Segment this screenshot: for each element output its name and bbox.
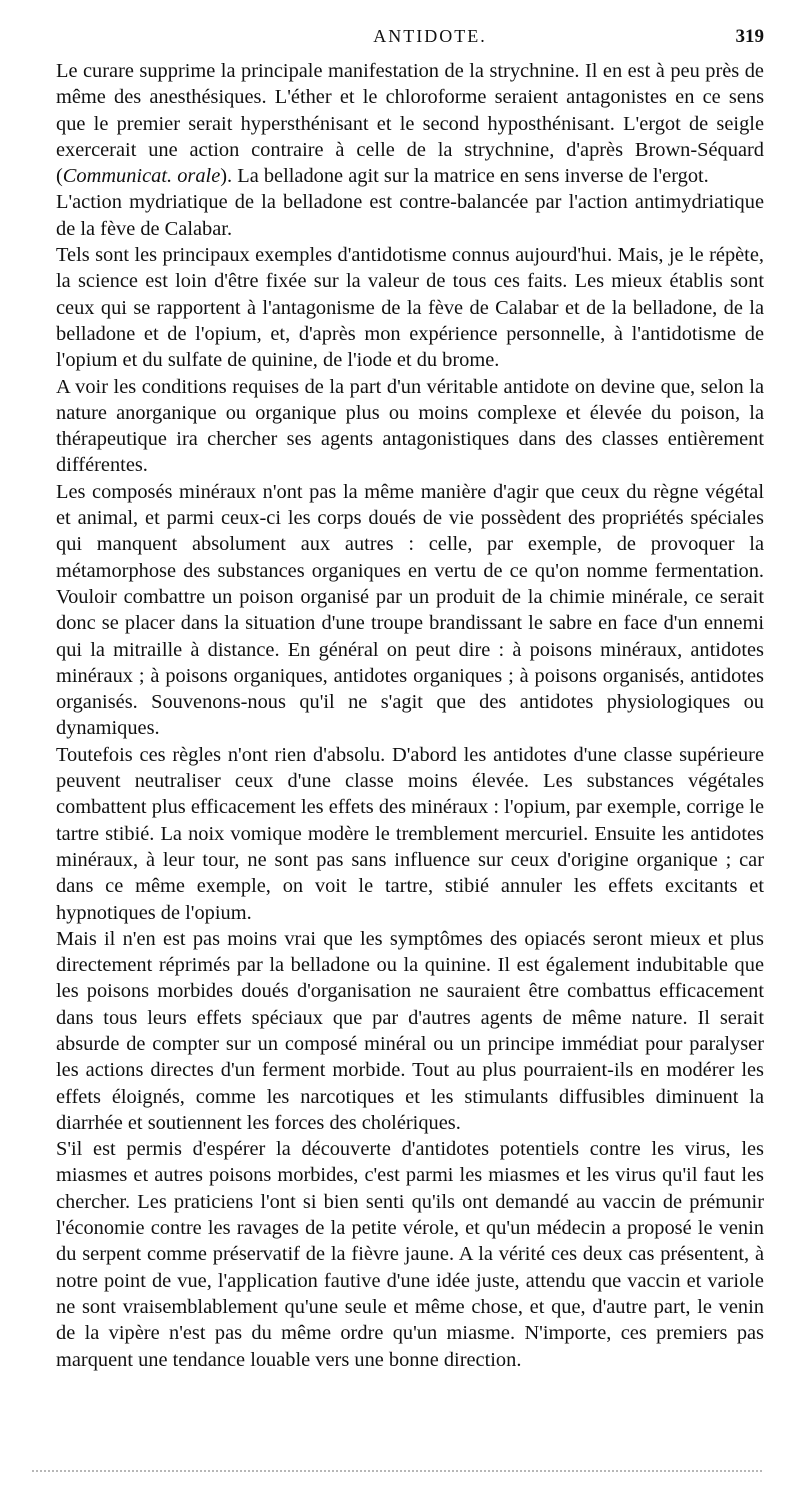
body-text xyxy=(56,58,764,1373)
paragraph-8: S'il est permis d'espérer la découverte d'antidotes potentiels contre les virus, les miasmes et autres poisons morbides, c'est parmi les miasmes et les virus qu'il faut les chercher. Les praticiens l'ont si bien senti qu'ils ont demandé au vaccin de prémunir l'économie contre les ravages de la petite vérole, et qu'un médecin a proposé le venin du serpent comme préservatif de la fièvre jaune. A la vérité ces deux cas présentent, à notre point de vue, l'application fautive d'une idée juste, attendu que vaccin et variole ne sont vraisemblablement qu'une seule et même chose, et que, d'autre part, le venin de la vipère n'est pas du même ordre qu'un miasme. N'importe, ces premiers pas marquent une tendance louable vers une bonne direction. xyxy=(56,1138,764,1371)
running-head xyxy=(56,26,764,54)
paragraph-2: L'action mydriatique de la belladone est contre-balancée par l'action antimydriatique de la fève de Calabar. xyxy=(56,191,764,240)
paragraph-7: Mais il n'en est pas moins vrai que les symptômes des opiacés seront mieux et plus directement réprimés par la belladone ou la quinine. Il est également indubitable que les poisons morbides doués d'organisation ne sauraient être combattus efficacement dans tous leurs effets spéciaux que par d'autres agents de même nature. Il serait absurde de compter sur un composé minéral ou un principe immédiat pour paralyser les actions directes d'un ferment morbide. Tout au plus pourraient-ils en modérer les effets éloignés, comme les narcotiques et les stimulants diffusibles diminuent la diarrhée et soutiennent les forces des cholériques. xyxy=(56,927,764,1134)
book-page xyxy=(56,26,764,1373)
footer-dotted-rule xyxy=(32,1470,762,1478)
paragraph-6: Toutefois ces règles n'ont rien d'absolu. D'abord les antidotes d'une classe supérieure peuvent neutraliser ceux d'une classe moins élevée. Les substances végétales combattent plus efficacement les effets des minéraux : l'opium, par exemple, corrige le tartre stibié. La noix vomique modère le tremblement mercuriel. Ensuite les antidotes minéraux, à leur tour, ne sont pas sans influence sur ceux d'origine organique ; car dans ce même exemple, on voit le tartre, stibié annuler les effets excitants et hypnotiques de l'opium. xyxy=(56,743,764,924)
page-number: 319 xyxy=(735,26,764,47)
paragraph-3: Tels sont les principaux exemples d'antidotisme connus aujourd'hui. Mais, je le répète, la science est loin d'être fixée sur la valeur de tous ces faits. Les mieux établis sont ceux qui se rapportent à l'antagonisme de la fève de Calabar et de la belladone, de la belladone et de l'opium, et, d'après mon expérience personnelle, à l'antidotisme de l'opium et du sulfate de quinine, de l'iode et du brome. xyxy=(56,244,764,372)
paragraph-1-text-a: Le curare supprime la principale manifestation de la strychnine. Il en est à peu près de même des anesthésiques. L'éther et le chloroforme seraient antagonistes en ce sens que le premier serait hypersthénisant et le second hyposthénisant. L'ergot de seigle exercerait une action contraire à celle de la strychnine, d'après Brown-Séquard ( xyxy=(56,60,764,188)
citation-italic: Communicat. orale xyxy=(62,165,221,188)
paragraph-4: A voir les conditions requises de la part d'un véritable antidote on devine que, selon la nature anorganique ou organique plus ou moins complexe et élevée du poison, la thérapeutique ira chercher ses agents antagonistiques dans des classes entièrement différentes. xyxy=(56,375,764,477)
running-title: ANTIDOTE. xyxy=(373,26,487,46)
paragraph-5: Les composés minéraux n'ont pas la même manière d'agir que ceux du règne végétal et animal, et parmi ceux-ci les corps doués de vie possèdent des propriétés spéciales qui manquent absolument aux autres : celle, par exemple, de provoquer la métamorphose des substances organiques en vertu de ce qu'on nomme fermentation. Vouloir combattre un poison organisé par un produit de la chimie minérale, ce serait donc se placer dans la situation d'une troupe brandissant le sabre en face d'un ennemi qui la mitraille à distance. En général on peut dire : à poisons minéraux, antidotes minéraux ; à poisons organiques, antidotes organiques ; à poisons organisés, antidotes organisés. Souvenons-nous qu'il ne s'agit que des antidotes physiologiques ou dynamiques. xyxy=(56,480,764,740)
paragraph-1-text-b: ). La belladone agit sur la matrice en sens inverse de l'ergot. xyxy=(220,165,709,188)
paragraph-1 xyxy=(56,58,764,189)
